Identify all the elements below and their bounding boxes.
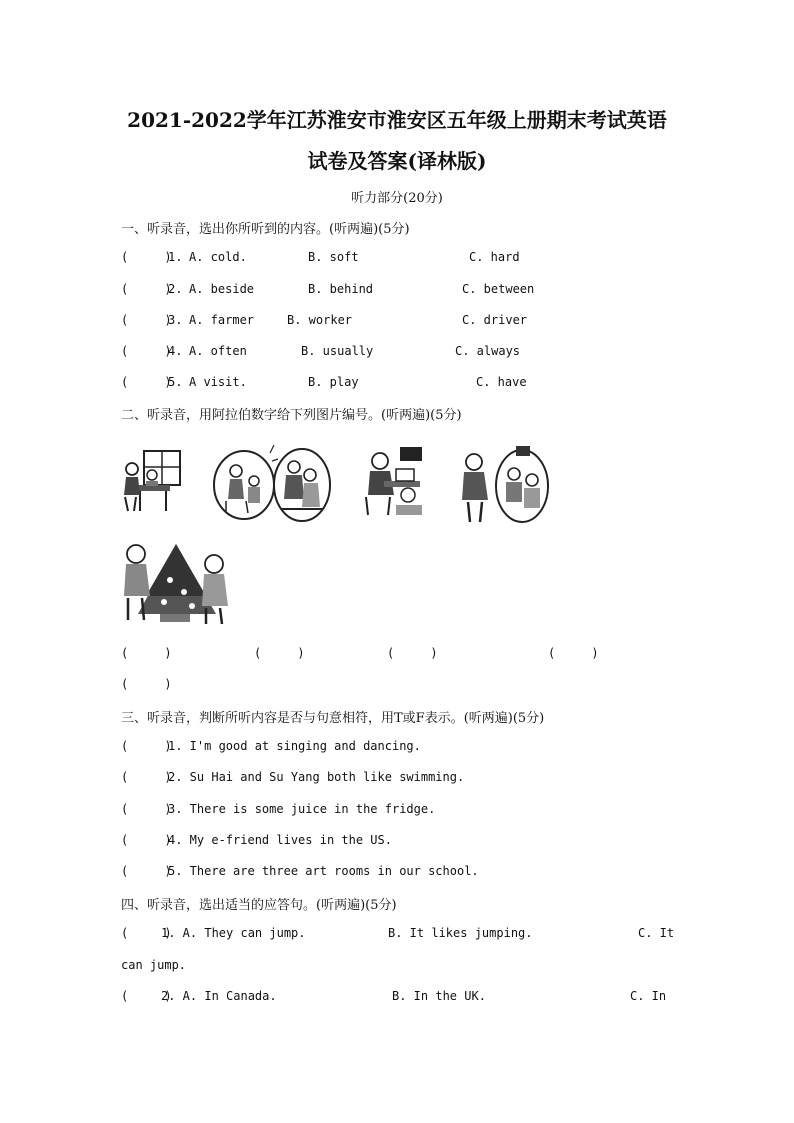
picture-4 <box>458 440 550 524</box>
answer-bracket[interactable]: ( ) <box>121 250 172 264</box>
question-number: 4. <box>168 344 183 358</box>
option-a: A. farmer <box>189 313 255 327</box>
option-b: B. worker <box>287 313 353 327</box>
listening-subtitle: 听力部分(20分) <box>351 191 443 206</box>
option-a: A visit. <box>189 375 247 389</box>
answer-bracket[interactable]: ( ) <box>121 989 172 1003</box>
answer-bracket[interactable]: ( ) <box>121 313 172 327</box>
option-c: C. hard <box>469 250 520 264</box>
picture-answer-bracket-1[interactable]: ( ) <box>121 646 172 660</box>
question-number: 1. <box>168 250 183 264</box>
statement-text: 1. I'm good at singing and dancing. <box>168 739 421 753</box>
picture-1 <box>122 447 184 515</box>
statement-text: 3. There is some juice in the fridge. <box>168 802 436 816</box>
question-number: 3. <box>168 313 183 327</box>
option-c: C. between <box>462 282 535 296</box>
question-number: 5. <box>168 375 183 389</box>
option-b: B. soft <box>308 250 359 264</box>
answer-bracket[interactable]: ( ) <box>121 802 172 816</box>
picture-5 <box>120 540 232 628</box>
answer-bracket[interactable]: ( ) <box>121 926 172 940</box>
picture-2 <box>212 441 332 523</box>
picture-3 <box>360 445 426 519</box>
picture-answer-bracket-5[interactable]: ( ) <box>121 677 172 691</box>
picture-answer-bracket-3[interactable]: ( ) <box>387 646 438 660</box>
section2-heading: 二、听录音，用阿拉伯数字给下列图片编号。(听两遍)(5分) <box>121 408 462 423</box>
option-c: C. driver <box>462 313 528 327</box>
section1-heading: 一、听录音，选出你所听到的内容。(听两遍)(5分) <box>121 222 410 237</box>
option-c-continued: can jump. <box>121 958 187 972</box>
doc-title-line2: 试卷及答案(译林版) <box>307 149 487 173</box>
section3-heading: 三、听录音，判断所听内容是否与句意相符，用T或F表示。(听两遍)(5分) <box>121 711 545 726</box>
statement-text: 2. Su Hai and Su Yang both like swimming. <box>168 770 465 784</box>
answer-bracket[interactable]: ( ) <box>121 282 172 296</box>
option-c: C. have <box>476 375 527 389</box>
option-c: C. In <box>630 989 667 1003</box>
answer-bracket[interactable]: ( ) <box>121 770 172 784</box>
option-a: 2. A. In Canada. <box>161 989 277 1003</box>
picture-answer-bracket-2[interactable]: ( ) <box>254 646 305 660</box>
doc-title-line1: 2021-2022学年江苏淮安市淮安区五年级上册期末考试英语 <box>127 108 667 132</box>
answer-bracket[interactable]: ( ) <box>121 375 172 389</box>
option-a: A. cold. <box>189 250 247 264</box>
answer-bracket[interactable]: ( ) <box>121 833 172 847</box>
answer-bracket[interactable]: ( ) <box>121 344 172 358</box>
option-c: C. It <box>638 926 675 940</box>
option-b: B. play <box>308 375 359 389</box>
section4-heading: 四、听录音，选出适当的应答句。(听两遍)(5分) <box>121 898 397 913</box>
answer-bracket[interactable]: ( ) <box>121 864 172 878</box>
option-b: B. It likes jumping. <box>388 926 533 940</box>
option-b: B. usually <box>301 344 374 358</box>
option-a: A. beside <box>189 282 255 296</box>
answer-bracket[interactable]: ( ) <box>121 739 172 753</box>
option-b: B. In the UK. <box>392 989 486 1003</box>
statement-text: 5. There are three art rooms in our school. <box>168 864 479 878</box>
option-a: A. often <box>189 344 247 358</box>
option-c: C. always <box>455 344 521 358</box>
question-number: 2. <box>168 282 183 296</box>
option-b: B. behind <box>308 282 374 296</box>
option-a: 1. A. They can jump. <box>161 926 306 940</box>
statement-text: 4. My e-friend lives in the US. <box>168 833 392 847</box>
picture-answer-bracket-4[interactable]: ( ) <box>548 646 599 660</box>
